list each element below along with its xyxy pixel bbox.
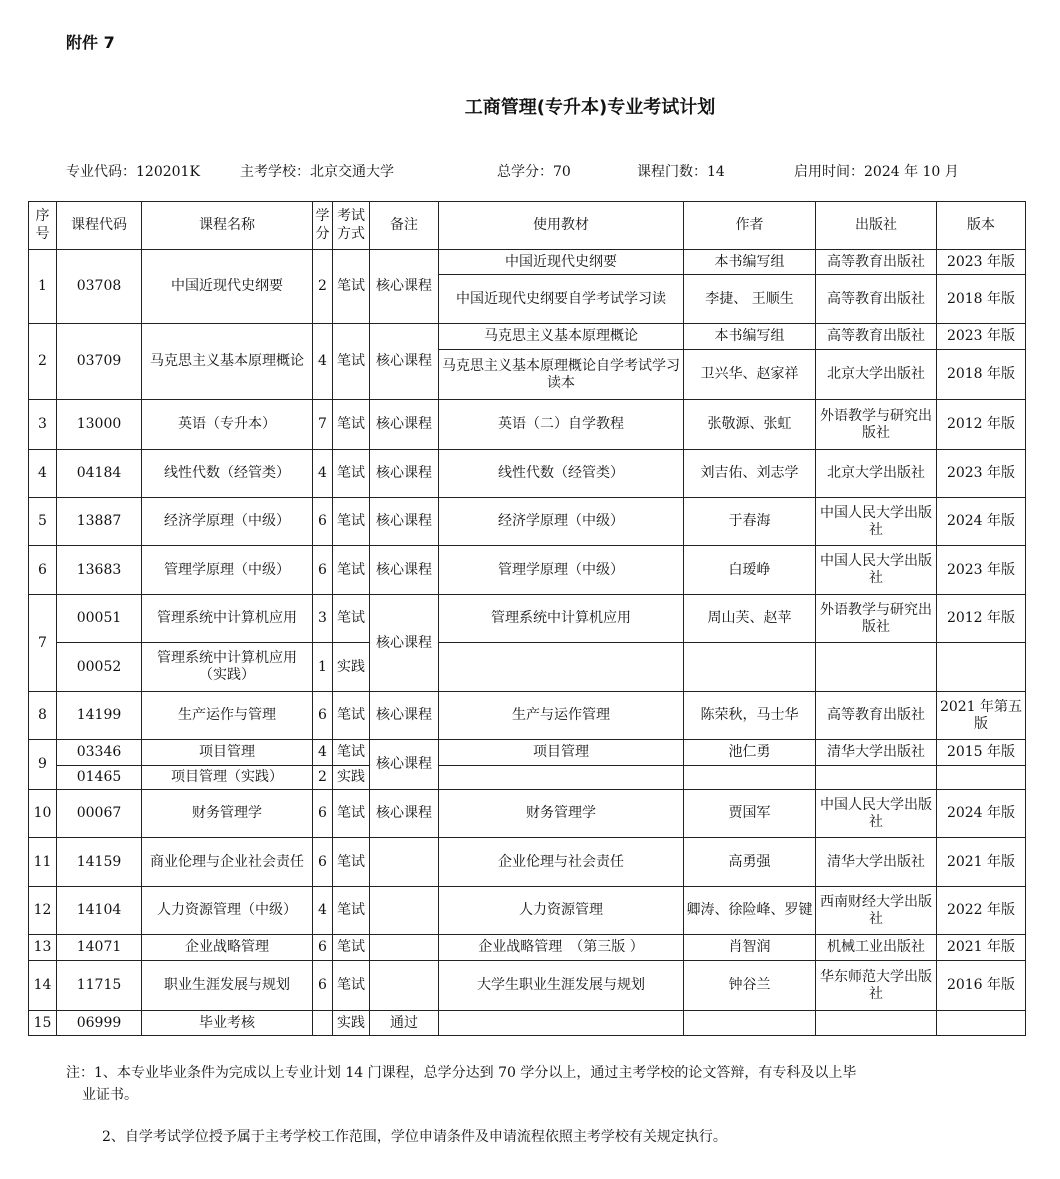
cell-credit: 4 <box>313 324 333 400</box>
cell-code: 03708 <box>57 250 142 324</box>
cell-no: 9 <box>29 740 57 790</box>
table-row <box>29 790 1026 838</box>
table-row <box>29 450 1026 498</box>
cell-edition: 2023 年版 <box>937 450 1026 498</box>
cell-no: 12 <box>29 887 57 935</box>
cell-remark: 通过 <box>370 1011 439 1036</box>
cell-name: 人力资源管理（中级） <box>142 887 313 935</box>
cell-edition: 2022 年版 <box>937 887 1026 935</box>
cell-code: 13000 <box>57 400 142 450</box>
cell-code: 00052 <box>57 643 142 692</box>
cell-publisher: 外语教学与研究出版社 <box>816 400 937 450</box>
cell-textbook: 管理系统中计算机应用 <box>439 595 684 643</box>
cell-name: 商业伦理与企业社会责任 <box>142 838 313 887</box>
cell-code: 00051 <box>57 595 142 643</box>
cell-no: 5 <box>29 498 57 546</box>
cell-name: 中国近现代史纲要 <box>142 250 313 324</box>
cell-textbook: 中国近现代史纲要 <box>439 250 684 275</box>
cell-credit: 2 <box>313 766 333 790</box>
cell-exam: 笔试 <box>333 887 370 935</box>
table-row <box>29 692 1026 740</box>
cell-remark: 核心课程 <box>370 450 439 498</box>
cell-edition: 2015 年版 <box>937 740 1026 766</box>
cell-textbook: 英语（二）自学教程 <box>439 400 684 450</box>
cell-edition <box>937 643 1026 692</box>
cell-textbook: 马克思主义基本原理概论 <box>439 324 684 350</box>
cell-name: 职业生涯发展与规划 <box>142 961 313 1011</box>
cell-textbook: 企业伦理与社会责任 <box>439 838 684 887</box>
cell-exam: 笔试 <box>333 961 370 1011</box>
header-textbook: 使用教材 <box>439 202 684 250</box>
cell-author: 卿涛、徐险峰、罗键 <box>684 887 816 935</box>
cell-textbook: 管理学原理（中级） <box>439 546 684 595</box>
cell-edition: 2021 年版 <box>937 838 1026 887</box>
cell-credit: 7 <box>313 400 333 450</box>
header-no: 序号 <box>29 202 57 250</box>
cell-author: 池仁勇 <box>684 740 816 766</box>
cell-credit: 6 <box>313 961 333 1011</box>
cell-no: 10 <box>29 790 57 838</box>
cell-code: 04184 <box>57 450 142 498</box>
cell-no: 3 <box>29 400 57 450</box>
cell-name: 生产运作与管理 <box>142 692 313 740</box>
cell-publisher: 高等教育出版社 <box>816 692 937 740</box>
cell-edition <box>937 1011 1026 1036</box>
cell-edition: 2018 年版 <box>937 275 1026 324</box>
cell-no: 11 <box>29 838 57 887</box>
table-row <box>29 887 1026 935</box>
cell-credit: 3 <box>313 595 333 643</box>
cell-publisher: 中国人民大学出版社 <box>816 498 937 546</box>
table-row <box>29 838 1026 887</box>
header-author: 作者 <box>684 202 816 250</box>
cell-credit: 6 <box>313 546 333 595</box>
cell-code: 03709 <box>57 324 142 400</box>
cell-textbook: 马克思主义基本原理概论自学考试学习读本 <box>439 350 684 400</box>
cell-name: 英语（专升本） <box>142 400 313 450</box>
cell-no: 13 <box>29 935 57 961</box>
cell-exam: 实践 <box>333 766 370 790</box>
cell-author: 于春海 <box>684 498 816 546</box>
cell-author <box>684 766 816 790</box>
cell-remark <box>370 838 439 887</box>
cell-publisher <box>816 1011 937 1036</box>
cell-edition: 2012 年版 <box>937 400 1026 450</box>
cell-author: 张敬源、张虹 <box>684 400 816 450</box>
cell-code: 14071 <box>57 935 142 961</box>
cell-publisher: 高等教育出版社 <box>816 324 937 350</box>
cell-credit: 4 <box>313 887 333 935</box>
cell-remark: 核心课程 <box>370 400 439 450</box>
header-publisher: 出版社 <box>816 202 937 250</box>
table-row <box>29 250 1026 275</box>
cell-textbook: 经济学原理（中级） <box>439 498 684 546</box>
cell-textbook <box>439 766 684 790</box>
table-row <box>29 1011 1026 1036</box>
table-row <box>29 961 1026 1011</box>
cell-credit <box>313 1011 333 1036</box>
header-remark: 备注 <box>370 202 439 250</box>
cell-exam: 笔试 <box>333 546 370 595</box>
cell-author <box>684 1011 816 1036</box>
cell-edition: 2012 年版 <box>937 595 1026 643</box>
cell-edition: 2024 年版 <box>937 498 1026 546</box>
table-row <box>29 766 1026 790</box>
cell-name: 管理学原理（中级） <box>142 546 313 595</box>
exam-school: 主考学校：北京交通大学 <box>240 164 394 180</box>
cell-textbook <box>439 1011 684 1036</box>
cell-remark: 核心课程 <box>370 546 439 595</box>
cell-edition: 2021 年第五版 <box>937 692 1026 740</box>
cell-remark <box>370 935 439 961</box>
cell-name: 线性代数（经管类） <box>142 450 313 498</box>
cell-code: 13683 <box>57 546 142 595</box>
table-row <box>29 324 1026 350</box>
cell-remark: 核心课程 <box>370 250 439 324</box>
cell-name: 马克思主义基本原理概论 <box>142 324 313 400</box>
cell-no: 6 <box>29 546 57 595</box>
cell-publisher: 北京大学出版社 <box>816 350 937 400</box>
cell-name: 项目管理（实践） <box>142 766 313 790</box>
cell-author: 本书编写组 <box>684 250 816 275</box>
cell-publisher: 清华大学出版社 <box>816 838 937 887</box>
cell-edition: 2016 年版 <box>937 961 1026 1011</box>
note-1-line-1: 注：1、本专业毕业条件为完成以上专业计划 14 门课程，总学分达到 70 学分以上，通过主考学校的论文答辩，有专科及以上毕 <box>66 1065 857 1081</box>
cell-author: 陈荣秋，马士华 <box>684 692 816 740</box>
cell-exam: 笔试 <box>333 692 370 740</box>
cell-remark: 核心课程 <box>370 324 439 400</box>
cell-remark: 核心课程 <box>370 790 439 838</box>
cell-edition: 2023 年版 <box>937 250 1026 275</box>
header-edition: 版本 <box>937 202 1026 250</box>
annex-label: 附件 7 <box>66 33 115 52</box>
cell-exam: 实践 <box>333 1011 370 1036</box>
header-exam: 考试方式 <box>333 202 370 250</box>
table-row <box>29 498 1026 546</box>
cell-author: 肖智润 <box>684 935 816 961</box>
cell-exam: 笔试 <box>333 498 370 546</box>
cell-author: 白瑷峥 <box>684 546 816 595</box>
cell-credit: 6 <box>313 935 333 961</box>
cell-name: 财务管理学 <box>142 790 313 838</box>
cell-remark: 核心课程 <box>370 595 439 692</box>
cell-no: 14 <box>29 961 57 1011</box>
cell-edition: 2023 年版 <box>937 546 1026 595</box>
note-1 <box>66 1063 1016 1106</box>
cell-credit: 4 <box>313 740 333 766</box>
cell-author: 高勇强 <box>684 838 816 887</box>
cell-edition: 2024 年版 <box>937 790 1026 838</box>
cell-remark <box>370 887 439 935</box>
cell-exam: 笔试 <box>333 790 370 838</box>
table-row <box>29 546 1026 595</box>
cell-textbook <box>439 643 684 692</box>
cell-author: 卫兴华、赵家祥 <box>684 350 816 400</box>
cell-credit: 6 <box>313 498 333 546</box>
cell-publisher: 机械工业出版社 <box>816 935 937 961</box>
cell-no: 2 <box>29 324 57 400</box>
cell-exam: 笔试 <box>333 400 370 450</box>
cell-author: 贾国军 <box>684 790 816 838</box>
cell-no: 4 <box>29 450 57 498</box>
cell-exam: 笔试 <box>333 838 370 887</box>
cell-textbook: 企业战略管理 （第三版 ） <box>439 935 684 961</box>
cell-code: 06999 <box>57 1011 142 1036</box>
cell-textbook: 大学生职业生涯发展与规划 <box>439 961 684 1011</box>
course-count: 课程门数：14 <box>637 164 725 180</box>
cell-publisher <box>816 643 937 692</box>
cell-credit: 6 <box>313 790 333 838</box>
document-title: 工商管理(专升本)专业考试计划 <box>464 97 716 118</box>
cell-code: 01465 <box>57 766 142 790</box>
cell-credit: 2 <box>313 250 333 324</box>
cell-credit: 4 <box>313 450 333 498</box>
cell-exam: 实践 <box>333 643 370 692</box>
cell-name: 毕业考核 <box>142 1011 313 1036</box>
cell-name: 项目管理 <box>142 740 313 766</box>
cell-author: 周山芙、赵苹 <box>684 595 816 643</box>
cell-credit: 1 <box>313 643 333 692</box>
table-row <box>29 740 1026 766</box>
header-name: 课程名称 <box>142 202 313 250</box>
cell-exam: 笔试 <box>333 324 370 400</box>
cell-name: 企业战略管理 <box>142 935 313 961</box>
cell-publisher: 高等教育出版社 <box>816 250 937 275</box>
cell-name: 经济学原理（中级） <box>142 498 313 546</box>
cell-code: 14199 <box>57 692 142 740</box>
cell-code: 14104 <box>57 887 142 935</box>
header-credit: 学分 <box>313 202 333 250</box>
header-row <box>29 202 1026 250</box>
cell-author <box>684 643 816 692</box>
cell-edition: 2021 年版 <box>937 935 1026 961</box>
cell-exam: 笔试 <box>333 740 370 766</box>
cell-remark: 核心课程 <box>370 498 439 546</box>
cell-textbook: 生产与运作管理 <box>439 692 684 740</box>
note-2: 2、自学考试学位授予属于主考学校工作范围，学位申请条件及申请流程依照主考学校有关规定执行。 <box>102 1129 727 1145</box>
note-1-line-2: 业证书。 <box>82 1086 138 1103</box>
cell-code: 11715 <box>57 961 142 1011</box>
cell-publisher: 清华大学出版社 <box>816 740 937 766</box>
cell-remark <box>370 961 439 1011</box>
table-row <box>29 400 1026 450</box>
cell-code: 03346 <box>57 740 142 766</box>
cell-publisher: 华东师范大学出版社 <box>816 961 937 1011</box>
total-credits: 总学分：70 <box>497 164 571 180</box>
cell-publisher: 中国人民大学出版社 <box>816 790 937 838</box>
cell-edition: 2018 年版 <box>937 350 1026 400</box>
cell-textbook: 线性代数（经管类） <box>439 450 684 498</box>
cell-code: 13887 <box>57 498 142 546</box>
table-row <box>29 643 1026 692</box>
table-row <box>29 935 1026 961</box>
cell-code: 00067 <box>57 790 142 838</box>
cell-exam: 笔试 <box>333 595 370 643</box>
cell-publisher: 中国人民大学出版社 <box>816 546 937 595</box>
header-code: 课程代码 <box>57 202 142 250</box>
cell-author: 钟谷兰 <box>684 961 816 1011</box>
cell-exam: 笔试 <box>333 450 370 498</box>
cell-edition: 2023 年版 <box>937 324 1026 350</box>
cell-author: 李捷、 王顺生 <box>684 275 816 324</box>
cell-publisher: 西南财经大学出版社 <box>816 887 937 935</box>
cell-textbook: 财务管理学 <box>439 790 684 838</box>
table-row <box>29 595 1026 643</box>
major-code: 专业代码：120201K <box>66 164 200 180</box>
cell-no: 8 <box>29 692 57 740</box>
cell-remark: 核心课程 <box>370 692 439 740</box>
cell-exam: 笔试 <box>333 250 370 324</box>
exam-plan-table <box>28 201 1026 1036</box>
cell-name: 管理系统中计算机应用（实践） <box>142 643 313 692</box>
cell-publisher: 高等教育出版社 <box>816 275 937 324</box>
start-date: 启用时间：2024 年 10 月 <box>794 164 959 180</box>
cell-exam: 笔试 <box>333 935 370 961</box>
cell-author: 本书编写组 <box>684 324 816 350</box>
cell-textbook: 人力资源管理 <box>439 887 684 935</box>
cell-no: 1 <box>29 250 57 324</box>
cell-author: 刘吉佑、刘志学 <box>684 450 816 498</box>
cell-publisher <box>816 766 937 790</box>
cell-textbook: 项目管理 <box>439 740 684 766</box>
cell-remark: 核心课程 <box>370 740 439 790</box>
cell-textbook: 中国近现代史纲要自学考试学习读 <box>439 275 684 324</box>
cell-no: 15 <box>29 1011 57 1036</box>
cell-credit: 6 <box>313 692 333 740</box>
cell-edition <box>937 766 1026 790</box>
cell-name: 管理系统中计算机应用 <box>142 595 313 643</box>
cell-code: 14159 <box>57 838 142 887</box>
cell-publisher: 外语教学与研究出版社 <box>816 595 937 643</box>
cell-no: 7 <box>29 595 57 692</box>
cell-credit: 6 <box>313 838 333 887</box>
cell-publisher: 北京大学出版社 <box>816 450 937 498</box>
